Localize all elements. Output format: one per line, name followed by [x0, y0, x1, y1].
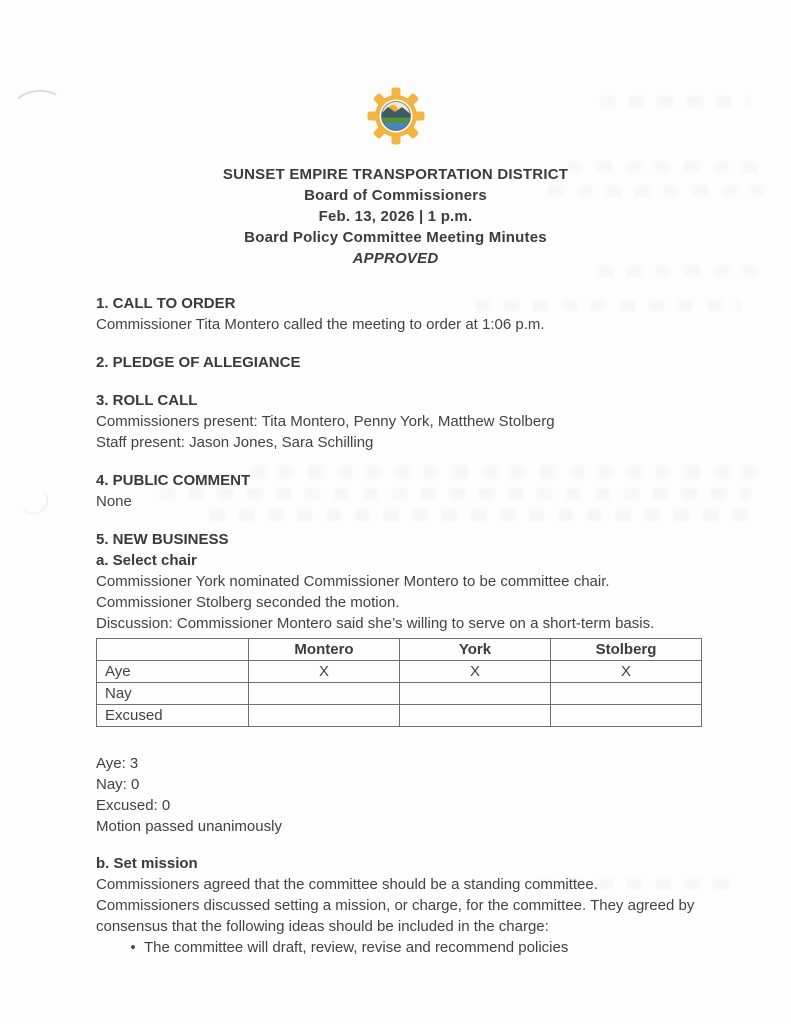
document-header: [0, 164, 791, 269]
paragraph: Commissioner Stolberg seconded the motion.: [96, 594, 400, 611]
section-public-comment: [96, 470, 702, 512]
paragraph: Commissioners agreed that the committee should be a standing committee.: [96, 876, 598, 893]
vote-table: [96, 638, 702, 727]
section-roll-call: [96, 390, 702, 453]
scan-artifact: [600, 96, 750, 107]
section-heading: 5. NEW BUSINESS: [96, 531, 229, 548]
tally-excused: Excused: 0: [96, 797, 171, 814]
document-title: Board Policy Committee Meeting Minutes: [244, 229, 547, 246]
vote-table-header-row: [97, 639, 702, 661]
section-heading: 4. PUBLIC COMMENT: [96, 472, 251, 489]
paragraph: Commissioner Tita Montero called the meeting to order at 1:06 p.m.: [96, 316, 545, 333]
minutes-body: [96, 293, 702, 975]
vote-cell: [551, 705, 702, 727]
section-heading: 2. PLEDGE OF ALLEGIANCE: [96, 354, 301, 371]
section-pledge: [96, 352, 702, 373]
paragraph: None: [96, 493, 132, 510]
vote-row-label: Nay: [97, 683, 249, 705]
vote-row-nay: [97, 683, 702, 705]
vote-row-label: Aye: [97, 661, 249, 683]
paragraph: Commissioners present: Tita Montero, Penny York, Matthew Stolberg: [96, 413, 555, 430]
vote-cell: [249, 683, 400, 705]
paragraph: Discussion: Commissioner Montero said she’s willing to serve on a short-term basis.: [96, 615, 655, 632]
board-name: Board of Commissioners: [304, 187, 487, 204]
vote-table-corner-cell: [97, 639, 249, 661]
subsection-heading: b. Set mission: [96, 855, 198, 872]
vote-cell: X: [249, 661, 400, 683]
bullet-dot: •: [130, 939, 136, 956]
subsection-heading: a. Select chair: [96, 552, 197, 569]
section-new-business: [96, 529, 702, 958]
vote-row-excused: [97, 705, 702, 727]
paragraph: Commissioners discussed setting a mission, or charge, for the committee. They agreed by consensus that the following ideas should be included in the charge:: [96, 897, 695, 935]
vote-row-label: Excused: [97, 705, 249, 727]
org-name: SUNSET EMPIRE TRANSPORTATION DISTRICT: [222, 166, 569, 183]
vote-column-header: York: [400, 639, 551, 661]
vote-cell: X: [551, 661, 702, 683]
tally-nay: Nay: 0: [96, 776, 140, 793]
section-call-to-order: [96, 293, 702, 335]
vote-cell: [551, 683, 702, 705]
tally-aye: Aye: 3: [96, 755, 139, 772]
vote-tally: [96, 753, 702, 837]
vote-cell: [400, 683, 551, 705]
district-logo-icon: [366, 86, 426, 146]
gear-landscape-icon: [366, 86, 426, 146]
paragraph: Commissioner York nominated Commissioner Montero to be committee chair.: [96, 573, 610, 590]
meeting-datetime: Feb. 13, 2026 | 1 p.m.: [318, 208, 473, 225]
approval-status: APPROVED: [352, 250, 439, 267]
vote-row-aye: [97, 661, 702, 683]
vote-cell: X: [400, 661, 551, 683]
vote-cell: [400, 705, 551, 727]
vote-column-header: Montero: [249, 639, 400, 661]
tally-result: Motion passed unanimously: [96, 818, 282, 835]
section-heading: 3. ROLL CALL: [96, 392, 198, 409]
scan-artifact: [18, 488, 48, 514]
bullet-item: [96, 937, 702, 958]
paragraph: Staff present: Jason Jones, Sara Schilling: [96, 434, 374, 451]
subsection-set-mission: [96, 853, 702, 958]
scan-artifact: [10, 87, 65, 126]
bullet-text: The committee will draft, review, revise and recommend policies: [144, 939, 569, 956]
vote-column-header: Stolberg: [551, 639, 702, 661]
vote-cell: [249, 705, 400, 727]
section-heading: 1. CALL TO ORDER: [96, 295, 236, 312]
